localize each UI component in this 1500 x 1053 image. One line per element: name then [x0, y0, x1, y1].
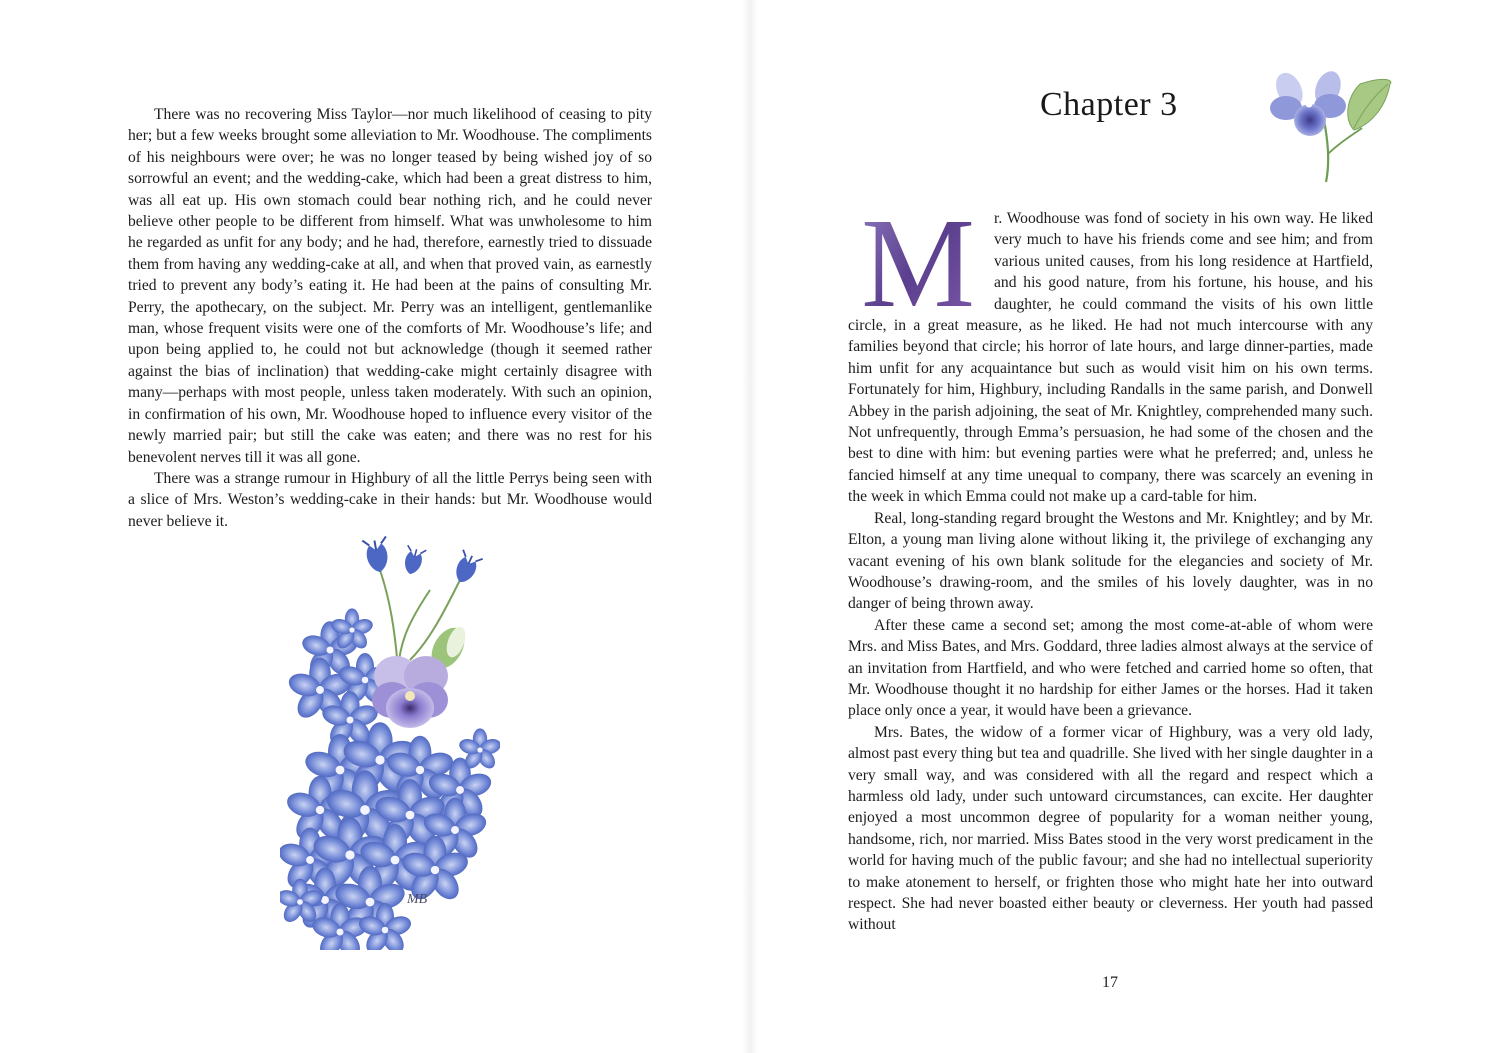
bouquet-image: [280, 530, 500, 950]
paragraph: There was no recovering Miss Taylor—nor much likelihood of ceasing to pity her; but a few weeks brought some alleviation to Mr. Woodhouse. The compliments of his neighbours were over; he was no longer teased by being wished joy of so sorrowful an event; and the wedding-cake, which had been a great distress to him, was all eat up. His own stomach could bear nothing rich, and he could never believe other people to be different from himself. What was unwholesome to him he regarded as unfit for any body; and he had, therefore, earnestly tried to dissuade them from having any wedding-cake at all, and when that proved vain, as earnestly tried to prevent any body’s eating it. He had been at the pains of consulting Mr. Perry, the apothecary, on the subject. Mr. Perry was an intelligent, gentlemanlike man, whose frequent visits were one of the comforts of Mr. Woodhouse’s life; and upon being applied to, he could not but acknowledge (though it seemed rather against the bias of inclination) that wedding-cake might certainly disagree with many—perhaps with most people, unless taken moderately. With such an opinion, in confirmation of his own, Mr. Woodhouse hoped to influence every visitor of the newly married pair; but still the cake was eaten; and there was no rest for his benevolent nerves till it was all gone.: [128, 106, 652, 466]
page-number: 17: [1102, 974, 1118, 991]
paragraph-text: r. Woodhouse was fond of society in his own way. He liked very much to have his friends come and see him; and from various united causes, from his long residence at Hartfield, and his good nature, from his fortune, his house, and his daughter, he could command the visits of his own little circle, in a great measure, as he liked. He had not much intercourse with any families beyond that circle; his horror of late hours, and large dinner-parties, made him unfit for any acquaintance but such as would visit him on his own terms. Fortunately for him, Highbury, including Randalls in the same parish, and Donwell Abbey in the parish adjoining, the seat of Mr. Knightley, comprehended many such. Not unfrequently, through Emma’s persuasion, he had some of the chosen and the best to dine with him: but evening parties were what he preferred; and, unless he fancied himself at any time unequal to company, there was scarcely an evening in the week in which Emma could not make up a card-table for him.: [848, 210, 1373, 506]
paragraph: There was a strange rumour in Highbury of all the little Perrys being seen with a slice of Mrs. Weston’s wedding-cake in their hands: but Mr. Woodhouse would never believe it.: [128, 469, 652, 530]
paragraph: Real, long-standing regard brought the Westons and Mr. Knightley; and by Mr. Elton, a young man living alone without liking it, the privilege of exchanging any vacant evening of his own blank solitude for the elegancies and society of Mr. Woodhouse’s drawing-room, and the smiles of his lovely daughter, was in no danger of being thrown away.: [848, 509, 1373, 613]
violet-flower-illustration: [1262, 62, 1402, 186]
left-page-text: [128, 104, 652, 532]
blue-flower-bouquet-illustration: [280, 530, 500, 950]
drop-cap-text: M: [861, 208, 975, 314]
illustrator-monogram: MB: [407, 892, 428, 907]
violet-image: [1262, 62, 1402, 186]
drop-cap-letter: [848, 208, 988, 314]
right-page-text: [848, 208, 1373, 936]
paragraph: Mrs. Bates, the widow of a former vicar of Highbury, was a very old lady, almost past every thing but tea and quadrille. She lived with her single daughter in a very small way, and was considered with all the regard and respect which a harmless old lady, under such untoward circumstances, can excite. Her daughter enjoyed a most uncommon degree of popularity for a woman neither young, handsome, rich, nor married. Miss Bates stood in the very worst predicament in the world for having much of the public favour; and she had no intellectual superiority to make atonement to herself, or frighten those who might hate her into outward respect. She had never boasted either beauty or cleverness. Her youth had passed without: [848, 723, 1373, 934]
paragraph: After these came a second set; among the most come-at-able of whom were Mrs. and Miss Bates, and Mrs. Goddard, three ladies almost always at the service of an invitation from Hartfield, and who were fetched and carried home so often, that Mr. Woodhouse thought it no hardship for either James or the horses. Had it taken place only once a year, it would have been a grievance.: [848, 616, 1373, 720]
first-paragraph: [848, 208, 1373, 508]
drop-cap: [848, 208, 988, 314]
right-page: [750, 0, 1500, 1053]
chapter-title: Chapter 3: [1040, 86, 1178, 123]
